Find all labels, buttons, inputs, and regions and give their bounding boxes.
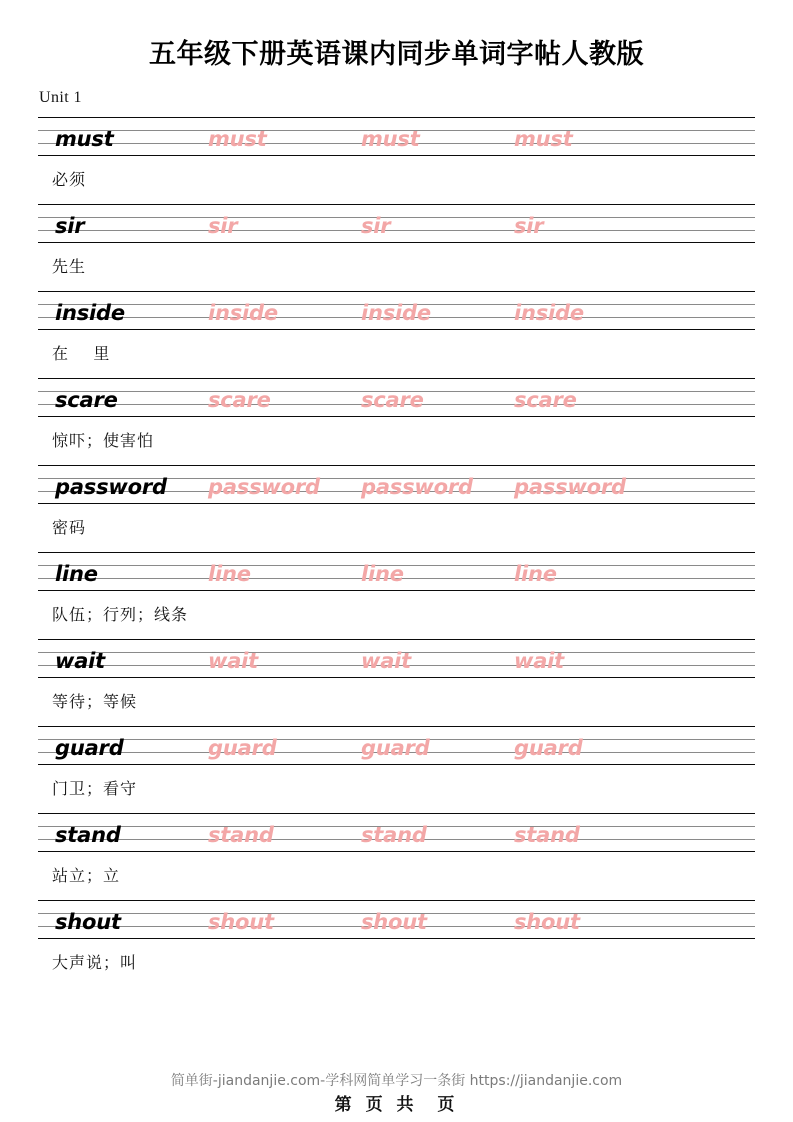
- word-trace: wait: [514, 649, 565, 673]
- meaning-text: 必须: [52, 170, 87, 189]
- word-slots: [38, 117, 755, 156]
- word-slots: [38, 552, 755, 591]
- page-title: 五年级下册英语课内同步单词字帖人教版: [149, 39, 644, 70]
- meaning-text: 惊吓；使害怕: [52, 431, 155, 450]
- word-trace: password: [208, 475, 320, 499]
- meaning-row: [38, 156, 755, 204]
- word-block: [38, 900, 755, 987]
- word-practice-sheet: [38, 117, 755, 987]
- word-block: [38, 204, 755, 291]
- word-trace: wait: [208, 649, 259, 673]
- meaning-row: [38, 330, 755, 378]
- meaning-text: 密码: [52, 518, 87, 537]
- meaning-row: [38, 243, 755, 291]
- four-line-staff: [38, 639, 755, 678]
- word-block: [38, 465, 755, 552]
- word-model: line: [55, 562, 98, 586]
- word-model: inside: [55, 301, 125, 325]
- meaning-text: 先生: [52, 257, 87, 276]
- word-trace: inside: [514, 301, 584, 325]
- word-trace: password: [514, 475, 626, 499]
- word-trace: password: [361, 475, 473, 499]
- word-trace: line: [208, 562, 251, 586]
- word-trace: scare: [208, 388, 271, 412]
- word-model: shout: [55, 910, 121, 934]
- word-trace: guard: [208, 736, 277, 760]
- word-trace: shout: [208, 910, 274, 934]
- meaning-row: [38, 939, 755, 987]
- four-line-staff: [38, 813, 755, 852]
- word-trace: inside: [208, 301, 278, 325]
- word-slots: [38, 813, 755, 852]
- word-trace: wait: [361, 649, 412, 673]
- word-slots: [38, 726, 755, 765]
- word-trace: guard: [361, 736, 430, 760]
- word-block: [38, 552, 755, 639]
- word-slots: [38, 465, 755, 504]
- word-block: [38, 639, 755, 726]
- four-line-staff: [38, 378, 755, 417]
- word-trace: guard: [514, 736, 583, 760]
- four-line-staff: [38, 291, 755, 330]
- word-trace: sir: [208, 214, 238, 238]
- word-model: password: [55, 475, 167, 499]
- word-block: [38, 726, 755, 813]
- word-model: must: [55, 127, 114, 151]
- word-block: [38, 378, 755, 465]
- four-line-staff: [38, 900, 755, 939]
- meaning-text: 大声说；叫: [52, 953, 138, 972]
- word-trace: line: [514, 562, 557, 586]
- word-trace: shout: [361, 910, 427, 934]
- word-trace: scare: [361, 388, 424, 412]
- word-block: [38, 117, 755, 204]
- meaning-text: 等待；等候: [52, 692, 138, 711]
- meaning-row: [38, 591, 755, 639]
- word-trace: line: [361, 562, 404, 586]
- word-model: guard: [55, 736, 124, 760]
- word-trace: stand: [208, 823, 274, 847]
- word-model: wait: [55, 649, 106, 673]
- word-trace: must: [208, 127, 267, 151]
- meaning-text: 门卫；看守: [52, 779, 138, 798]
- word-model: stand: [55, 823, 121, 847]
- word-trace: stand: [361, 823, 427, 847]
- word-trace: scare: [514, 388, 577, 412]
- meaning-text: 站立；立: [52, 866, 121, 885]
- word-trace: stand: [514, 823, 580, 847]
- four-line-staff: [38, 552, 755, 591]
- meaning-text: 在 里: [52, 344, 111, 363]
- four-line-staff: [38, 726, 755, 765]
- meaning-row: [38, 504, 755, 552]
- footer-watermark: 简单街-jiandanjie.com-学科网简单学习一条街 https://jiandanjie.com: [170, 1073, 623, 1089]
- four-line-staff: [38, 117, 755, 156]
- word-slots: [38, 639, 755, 678]
- meaning-row: [38, 678, 755, 726]
- word-slots: [38, 204, 755, 243]
- word-trace: sir: [361, 214, 391, 238]
- word-trace: must: [361, 127, 420, 151]
- word-trace: must: [514, 127, 573, 151]
- word-slots: [38, 378, 755, 417]
- word-model: scare: [55, 388, 118, 412]
- meaning-row: [38, 417, 755, 465]
- footer-pagination: 第 页 共 页: [334, 1095, 459, 1115]
- word-block: [38, 813, 755, 900]
- unit-label: Unit 1: [39, 89, 82, 106]
- word-slots: [38, 291, 755, 330]
- word-trace: shout: [514, 910, 580, 934]
- word-trace: inside: [361, 301, 431, 325]
- word-model: sir: [55, 214, 85, 238]
- word-block: [38, 291, 755, 378]
- four-line-staff: [38, 465, 755, 504]
- word-slots: [38, 900, 755, 939]
- four-line-staff: [38, 204, 755, 243]
- word-trace: sir: [514, 214, 544, 238]
- meaning-row: [38, 852, 755, 900]
- meaning-row: [38, 765, 755, 813]
- meaning-text: 队伍；行列；线条: [52, 605, 189, 624]
